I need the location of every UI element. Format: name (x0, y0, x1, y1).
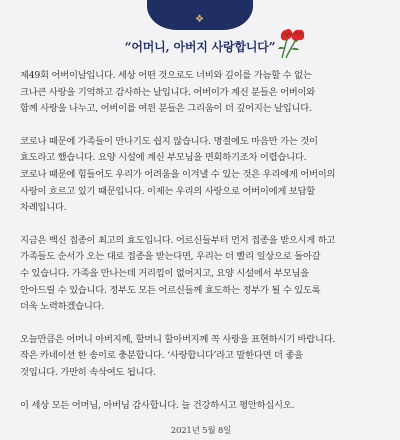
text-line: 가족들도 순서가 오는 대로 접종을 받는다면, 우리는 더 빨리 일상으로 돌아갈 (20, 251, 321, 263)
text-line: 크나큰 사랑을 기억하고 감사하는 날입니다. 어버이가 계신 분들은 어버이와 (20, 86, 316, 98)
text-line: 지금은 백신 접종이 최고의 효도입니다. 어르신들부터 먼저 접종을 받으시게 하고 (20, 234, 336, 246)
text-line: 안아드릴 수 있습니다. 정부도 모든 어르신들께 효도하는 정부가 될 수 있도록 (20, 284, 321, 296)
carnation-icon (272, 24, 308, 60)
paragraph-3 (20, 233, 382, 316)
paragraph-2 (20, 134, 382, 217)
text-line: 더욱 노력하겠습니다. (20, 301, 104, 313)
title-row (0, 36, 400, 56)
letter-date: 2021년 5월 8일 (170, 426, 232, 437)
text-line: 코로나 때문에 가족들이 만나기도 쉽지 않습니다. 명절에도 마음만 가는 것이 (20, 135, 318, 147)
paragraph-4 (20, 332, 382, 382)
page-title: “어머니, 아버지 사랑합니다” (124, 39, 276, 54)
paragraph-1 (20, 68, 382, 118)
emblem-ornament: ❖ (195, 14, 205, 25)
text-line: 함께 사랑을 나누고, 어버이를 여읜 분들은 그리움이 더 깊어지는 날입니다. (20, 103, 312, 115)
text-line: 제49회 어버이날입니다. 세상 어떤 것으로도 너비와 깊이를 가늠할 수 없는 (20, 70, 312, 81)
text-line: 차례입니다. (20, 202, 67, 214)
text-line: 것입니다. 가만히 속삭여도 됩니다. (20, 366, 156, 378)
text-line: 코로나 때문에 힘들어도 우리가 어려움을 이겨낼 수 있는 것은 우리에게 어버이의 (20, 168, 336, 180)
text-line: 수 있습니다. 가족을 만나는데 거리낌이 없어지고, 요양 시설에서 부모님을 (20, 267, 309, 279)
text-line: 오늘만큼은 어머니 아버지께, 할머니 할아버지께 꼭 사랑을 표현하시기 바랍니다. (20, 333, 336, 345)
text-line: 작은 카네이션 한 송이로 충분합니다. ‘사랑합니다’라고 말한다면 더 좋을 (20, 350, 303, 362)
header-emblem (147, 0, 253, 30)
letter-body (20, 68, 382, 440)
text-line: 사랑이 흐르고 있기 때문입니다. 이제는 우리의 사랑으로 어버이에게 보답할 (20, 185, 316, 197)
text-line: 효도라고 했습니다. 요양 시설에 계신 부모님을 면회하기조차 어렵습니다. (20, 152, 307, 164)
text-line: 이 세상 모든 어머님, 아버님 감사합니다. 늘 건강하시고 평안하십시오. (20, 399, 295, 411)
